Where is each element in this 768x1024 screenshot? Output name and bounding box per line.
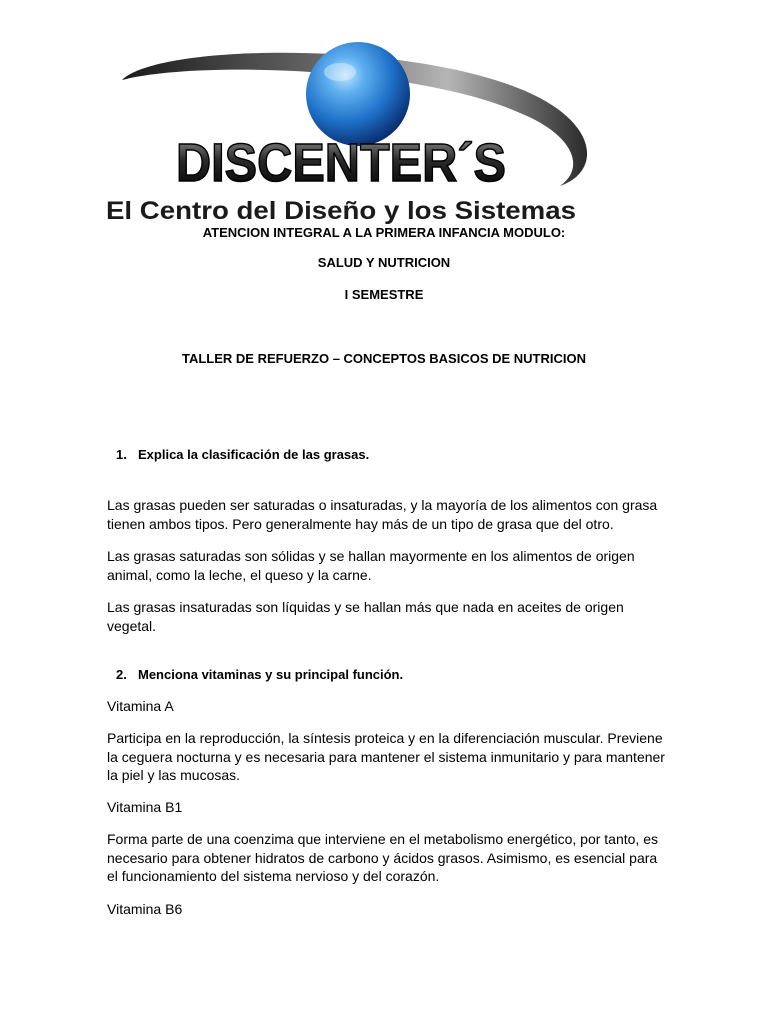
- logo-sphere: [306, 42, 410, 146]
- course-title: ATENCION INTEGRAL A LA PRIMERA INFANCIA MODULO:: [202, 225, 566, 240]
- question-2-number: 2.: [116, 667, 127, 682]
- question-2: [116, 667, 403, 683]
- logo-graphic: [100, 38, 600, 228]
- vitamin-a-label: Vitamina A: [107, 698, 174, 714]
- discenters-logo: [100, 38, 600, 228]
- question-2-text: Menciona vitaminas y su principal función.: [138, 667, 404, 682]
- answer-1-paragraph-2: Las grasas saturadas son sólidas y se hallan mayormente en los alimentos de origen animal, como la leche, el queso y la carne.: [107, 548, 635, 583]
- vitamin-a-description: Participa en la reproducción, la síntesis proteica y en la diferenciación muscular. Previene la ceguera nocturna y es necesaria para mantener el sistema inmunitario y para mantener la piel y las mucosas.: [107, 730, 665, 783]
- question-1-number: 1.: [116, 447, 127, 462]
- semester-title: I SEMESTRE: [344, 287, 424, 302]
- answer-1-paragraph-3: Las grasas insaturadas son líquidas y se hallan más que nada en aceites de origen vegetal.: [107, 599, 624, 634]
- vitamin-b6-label: Vitamina B6: [107, 901, 183, 917]
- vitamin-b1-label: Vitamina B1: [107, 799, 183, 815]
- answer-1-paragraph-1: Las grasas pueden ser saturadas o insaturadas, y la mayoría de los alimentos con grasa tienen ambos tipos. Pero generalmente hay más de un tipo de grasa que del otro.: [107, 497, 658, 532]
- question-1: [116, 447, 369, 463]
- vitamin-b1-description: Forma parte de una coenzima que interviene en el metabolismo energético, por tanto, es necesario para obtener hidratos de carbono y ácidos grasos. Asimismo, es esencial para el funcionamiento del sistema nervioso y del corazón.: [107, 831, 658, 884]
- logo-tagline: El Centro del Diseño y los Sistemas: [106, 197, 576, 225]
- workshop-title: TALLER DE REFUERZO – CONCEPTOS BASICOS DE NUTRICION: [182, 351, 586, 366]
- question-1-text: Explica la clasificación de las grasas.: [138, 447, 370, 462]
- module-title: SALUD Y NUTRICION: [317, 255, 451, 270]
- logo-brand-text: DISCENTER´S: [176, 133, 506, 193]
